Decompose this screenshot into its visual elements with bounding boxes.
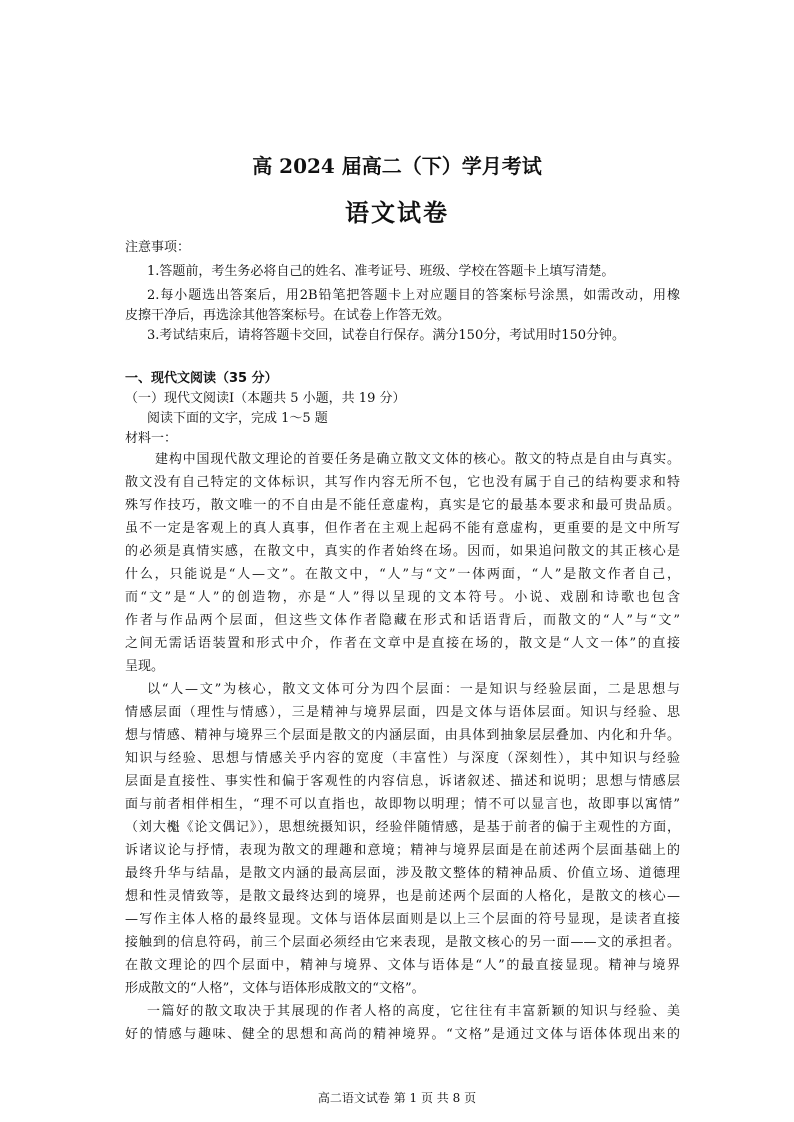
- notice-item-1: 1.答题前，考生务必将自己的姓名、准考证号、班级、学校在答题卡上填写清楚。: [147, 264, 615, 279]
- notice-item-2-cont: 皮擦干净后，再选涂其他答案标号。在试卷上作答无效。: [125, 308, 451, 323]
- page-footer: 高二语文试卷 第 1 页 共 8 页: [317, 1091, 477, 1105]
- paragraph-line: 作者与作品两个层面，但这些文体作者隐藏在形式和话语背后，而散文的“人”与“文”: [125, 613, 680, 628]
- reading-instruction: 阅读下面的文字，完成 1～5 题: [147, 411, 328, 426]
- paragraph-line: 面与前者相伴相生，“理不可以直指也，故即物以明理；情不可以显言也，故即事以寓情”: [125, 797, 680, 812]
- paragraph-line: 虽不一定是客观上的真人真事，但作者在主观上起码不能有意虚构，更重要的是文中所写: [125, 521, 680, 536]
- paragraph-line: 好的情感与趣味、健全的思想和高尚的精神境界。“文格”是通过文体与语体体现出来的: [125, 1027, 680, 1042]
- paragraph-line: 呈现。: [125, 659, 165, 674]
- notice-item-2: 2.每小题选出答案后，用2B铅笔把答题卡上对应题目的答案标号涂黑，如需改动，用橡: [147, 288, 680, 303]
- paragraph-line: 而“文”是“人”的创造物，亦是“人”得以呈现的文本符号。小说、戏剧和诗歌也包含: [125, 590, 680, 605]
- paragraph-line: 之间无需话语装置和形式中介，作者在文章中是直接在场的，散文是“人文一体”的直接: [125, 636, 680, 651]
- notice-item-3: 3.考试结束后，请将答题卡交回，试卷自行保存。满分150分，考试用时150分钟。: [147, 328, 626, 343]
- subsection-heading: （一）现代文阅读Ⅰ（本题共 5 小题，共 19 分）: [125, 391, 406, 406]
- paragraph-line: 殊写作技巧，散文唯一的不自由是不能任意虚构，真实是它的最基本要求和最可贵品质。: [125, 498, 680, 513]
- paragraph-line: 一篇好的散文取决于其展现的作者人格的高度，它往往有丰富新颖的知识与经验、美: [147, 1004, 680, 1019]
- material-label: 材料一：: [125, 431, 178, 446]
- paragraph-line: 接触到的信息符码，前三个层面必须经由它来表现，是散文核心的另一面——文的承担者。: [125, 935, 680, 950]
- paragraph-line: 的必须是真情实感，在散文中，真实的作者始终在场。因而，如果追问散文的其正核心是: [125, 544, 680, 559]
- paragraph-line: 想与情感、精神与境界三个层面是散文的内涵层面，由具体到抽象层层叠加、内化和升华。: [125, 728, 680, 743]
- notice-heading: 注意事项：: [125, 240, 191, 255]
- paragraph-line: （刘大櫆《论文偶记》），思想统摄知识，经验伴随情感，是基于前者的偏于主观性的方面，: [125, 820, 680, 835]
- paragraph-line: 最终升华与结晶，是散文内涵的最高层面，涉及散文整体的精神品质、价值立场、道德理: [125, 866, 680, 881]
- paragraph-line: 建构中国现代散文理论的首要任务是确立散文文体的核心。散文的特点是自由与真实。: [155, 452, 680, 467]
- paragraph-line: 层面是直接性、事实性和偏于客观性的内容信息，诉诸叙述、描述和说明；思想与情感层: [125, 774, 680, 789]
- paragraph-line: 什么，只能说是“人—文”。在散文中，“人”与“文”一体两面，“人”是散文作者自己，: [125, 567, 680, 582]
- paragraph-line: 情感层面（理性与情感），三是精神与境界层面，四是文体与语体层面。知识与经验、思: [125, 705, 680, 720]
- exam-title: 高 2024 届高二（下）学月考试: [252, 154, 542, 178]
- paragraph-line: 诉诸议论与抒情，表现为散文的理趣和意境；精神与境界层面是在前述两个层面基础上的: [125, 843, 680, 858]
- exam-subtitle: 语文试卷: [345, 198, 449, 227]
- paragraph-line: 想和性灵情致等，是散文最终达到的境界，也是前述两个层面的人格化，是散文的核心—: [125, 889, 680, 904]
- paragraph-line: 以“人—文”为核心，散文文体可分为四个层面：一是知识与经验层面，二是思想与: [147, 682, 680, 697]
- paragraph-line: 形成散文的“人格”，文体与语体形成散文的“文格”。: [125, 981, 425, 996]
- paragraph-line: 知识与经验、思想与情感关乎内容的宽度（丰富性）与深度（深刻性），其中知识与经验: [125, 751, 680, 766]
- paragraph-line: 散文没有自己特定的文体标识，其写作内容无所不包，它也没有属于自己的结构要求和特: [125, 475, 680, 490]
- paragraph-line: —写作主体人格的最终显现。文体与语体层面则是以上三个层面的符号显现，是读者直接: [125, 912, 680, 927]
- paragraph-line: 在散文理论的四个层面中，精神与境界、文体与语体是“人”的最直接显现。精神与境界: [125, 958, 680, 973]
- section-heading: 一、现代文阅读（35 分）: [125, 371, 278, 386]
